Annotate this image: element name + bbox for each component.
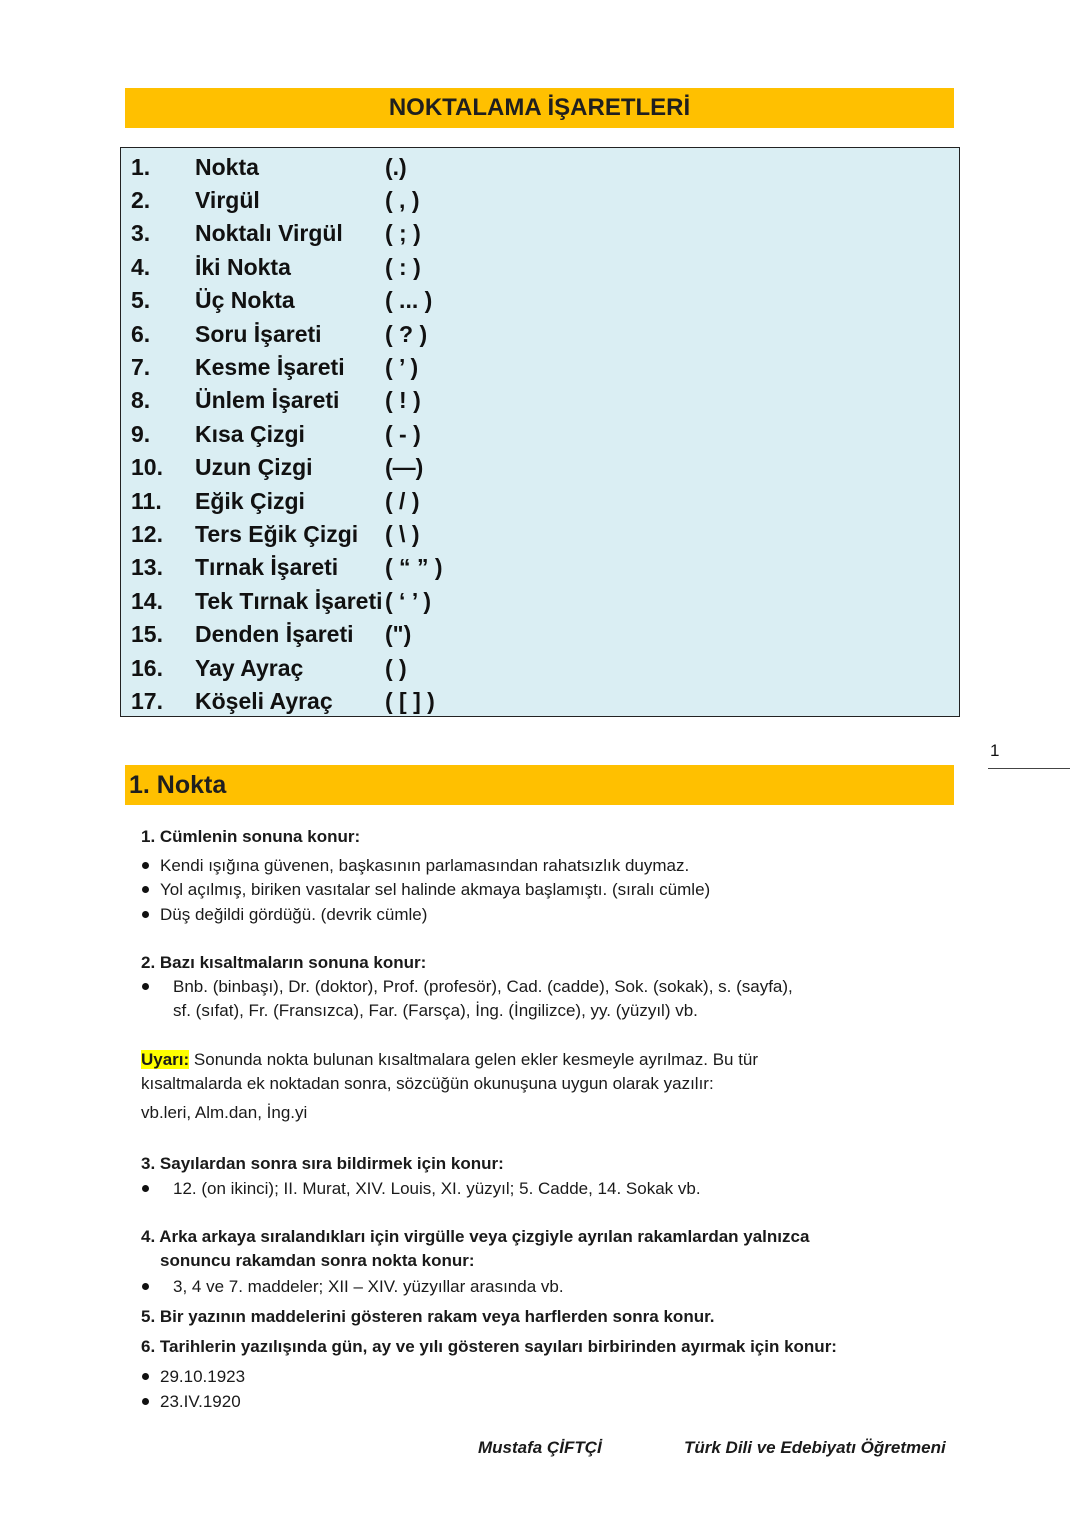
item-name: Tek Tırnak İşareti xyxy=(195,588,383,614)
item-name: Yay Ayraç xyxy=(195,655,304,681)
rule-heading-continuation: sonuncu rakamdan sonra nokta konur: xyxy=(160,1251,475,1270)
bullet-icon xyxy=(142,1398,149,1405)
item-symbol: ( ‘ ’ ) xyxy=(385,588,431,614)
item-number: 4. xyxy=(131,254,151,280)
footer-author: Mustafa ÇİFTÇİ xyxy=(478,1438,602,1457)
item-number: 14. xyxy=(131,588,163,614)
item-number: 1. xyxy=(131,154,151,180)
list-item xyxy=(121,551,959,584)
list-item xyxy=(121,618,959,651)
bullet-icon xyxy=(142,886,149,893)
item-number: 9. xyxy=(131,421,151,447)
list-item xyxy=(121,351,959,384)
list-item xyxy=(121,184,959,217)
bullet-icon xyxy=(142,1373,149,1380)
item-symbol: ( “ ” ) xyxy=(385,554,443,580)
list-item xyxy=(121,585,959,618)
rule-heading: 6. Tarihlerin yazılışında gün, ay ve yılı gösteren sayıları birbirinden ayırmak için konur: xyxy=(141,1337,837,1356)
rule-heading: 4. Arka arkaya sıralandıkları için virgülle veya çizgiyle ayrılan rakamlardan yalnızca xyxy=(141,1227,810,1246)
item-symbol: ( / ) xyxy=(385,488,420,514)
item-symbol: ( \ ) xyxy=(385,521,420,547)
item-symbol: (") xyxy=(385,621,412,647)
item-symbol: ( ’ ) xyxy=(385,354,419,380)
rule-heading: 2. Bazı kısaltmaların sonuna konur: xyxy=(141,953,427,972)
list-item: Düş değildi gördüğü. (devrik cümle) xyxy=(160,905,428,924)
item-symbol: ( ; ) xyxy=(385,220,421,246)
list-item xyxy=(121,418,959,451)
item-number: 11. xyxy=(131,488,162,514)
list-item xyxy=(121,151,959,184)
item-name: Kısa Çizgi xyxy=(195,421,305,447)
item-name: Noktalı Virgül xyxy=(195,220,343,246)
item-number: 3. xyxy=(131,220,151,246)
footer-role: Türk Dili ve Edebiyatı Öğretmeni xyxy=(684,1438,946,1457)
item-number: 7. xyxy=(131,354,151,380)
item-symbol: (—) xyxy=(385,454,424,480)
item-name: Denden İşareti xyxy=(195,621,354,647)
item-name: Virgül xyxy=(195,187,260,213)
item-name: Uzun Çizgi xyxy=(195,454,313,480)
item-symbol: ( [ ] ) xyxy=(385,688,435,714)
item-name: Ters Eğik Çizgi xyxy=(195,521,359,547)
rule-heading: 5. Bir yazının maddelerini gösteren rakam veya harflerden sonra konur. xyxy=(141,1307,715,1326)
warning-example: vb.leri, Alm.dan, İng.yi xyxy=(141,1103,308,1122)
item-name: Kesme İşareti xyxy=(195,354,345,380)
list-item: 3, 4 ve 7. maddeler; XII – XIV. yüzyıllar arasında vb. xyxy=(173,1277,564,1296)
list-item xyxy=(121,518,959,551)
item-name: Üç Nokta xyxy=(195,287,295,313)
item-number: 2. xyxy=(131,187,151,213)
list-item-continuation: sf. (sıfat), Fr. (Fransızca), Far. (Farsça), İng. (İngilizce), yy. (yüzyıl) vb. xyxy=(173,1001,698,1020)
page-number-rule xyxy=(988,768,1070,769)
section-title-text: 1. Nokta xyxy=(129,771,227,799)
punctuation-list xyxy=(120,147,960,717)
item-number: 15. xyxy=(131,621,163,647)
item-name: Köşeli Ayraç xyxy=(195,688,333,714)
item-number: 13. xyxy=(131,554,163,580)
list-item xyxy=(121,251,959,284)
bullet-icon xyxy=(142,1283,149,1290)
list-item: 23.IV.1920 xyxy=(160,1392,241,1411)
item-name: Eğik Çizgi xyxy=(195,488,305,514)
item-symbol: ( ? ) xyxy=(385,321,428,347)
section-title xyxy=(125,765,954,805)
list-item xyxy=(121,451,959,484)
warning-label: Uyarı: xyxy=(141,1050,190,1069)
list-item xyxy=(121,485,959,518)
warning-text: Sonunda nokta bulunan kısaltmalara gelen ekler kesmeyle ayrılmaz. Bu tür xyxy=(189,1050,759,1069)
item-number: 10. xyxy=(131,454,163,480)
bullet-icon xyxy=(142,862,149,869)
list-item xyxy=(121,217,959,250)
item-number: 6. xyxy=(131,321,151,347)
item-number: 17. xyxy=(131,688,163,714)
item-number: 12. xyxy=(131,521,163,547)
item-symbol: ( ... ) xyxy=(385,287,433,313)
warning-text: kısaltmalarda ek noktadan sonra, sözcüğün okunuşuna uygun olarak yazılır: xyxy=(141,1074,714,1093)
list-item: Bnb. (binbaşı), Dr. (doktor), Prof. (profesör), Cad. (cadde), Sok. (sokak), s. (sayfa), xyxy=(173,977,793,996)
list-item: Kendi ışığına güvenen, başkasının parlamasından rahatsızlık duymaz. xyxy=(160,856,690,875)
list-item xyxy=(121,318,959,351)
item-name: Soru İşareti xyxy=(195,321,322,347)
item-symbol: (.) xyxy=(385,154,407,180)
item-name: Nokta xyxy=(195,154,259,180)
list-item xyxy=(121,652,959,685)
item-name: Ünlem İşareti xyxy=(195,387,340,413)
item-number: 8. xyxy=(131,387,151,413)
list-item xyxy=(121,284,959,317)
bullet-icon xyxy=(142,983,149,990)
item-number: 16. xyxy=(131,655,163,681)
page-title: NOKTALAMA İŞARETLERİ xyxy=(125,88,954,128)
list-item: 12. (on ikinci); II. Murat, XIV. Louis, XI. yüzyıl; 5. Cadde, 14. Sokak vb. xyxy=(173,1179,701,1198)
bullet-icon xyxy=(142,911,149,918)
list-item xyxy=(121,685,959,718)
item-number: 5. xyxy=(131,287,151,313)
item-name: İki Nokta xyxy=(195,254,291,280)
item-symbol: ( ) xyxy=(385,655,407,681)
bullet-icon xyxy=(142,1185,149,1192)
list-item xyxy=(121,384,959,417)
rule-heading: 3. Sayılardan sonra sıra bildirmek için konur: xyxy=(141,1154,504,1173)
page-number: 1 xyxy=(990,741,1000,760)
item-name: Tırnak İşareti xyxy=(195,554,339,580)
item-symbol: ( ! ) xyxy=(385,387,421,413)
list-item: Yol açılmış, biriken vasıtalar sel halinde akmaya başlamıştı. (sıralı cümle) xyxy=(160,880,711,899)
item-symbol: ( : ) xyxy=(385,254,421,280)
item-symbol: ( , ) xyxy=(385,187,420,213)
item-symbol: ( - ) xyxy=(385,421,421,447)
warning-note xyxy=(141,1048,758,1072)
list-item: 29.10.1923 xyxy=(160,1367,246,1386)
rule-heading: 1. Cümlenin sonuna konur: xyxy=(141,827,361,846)
